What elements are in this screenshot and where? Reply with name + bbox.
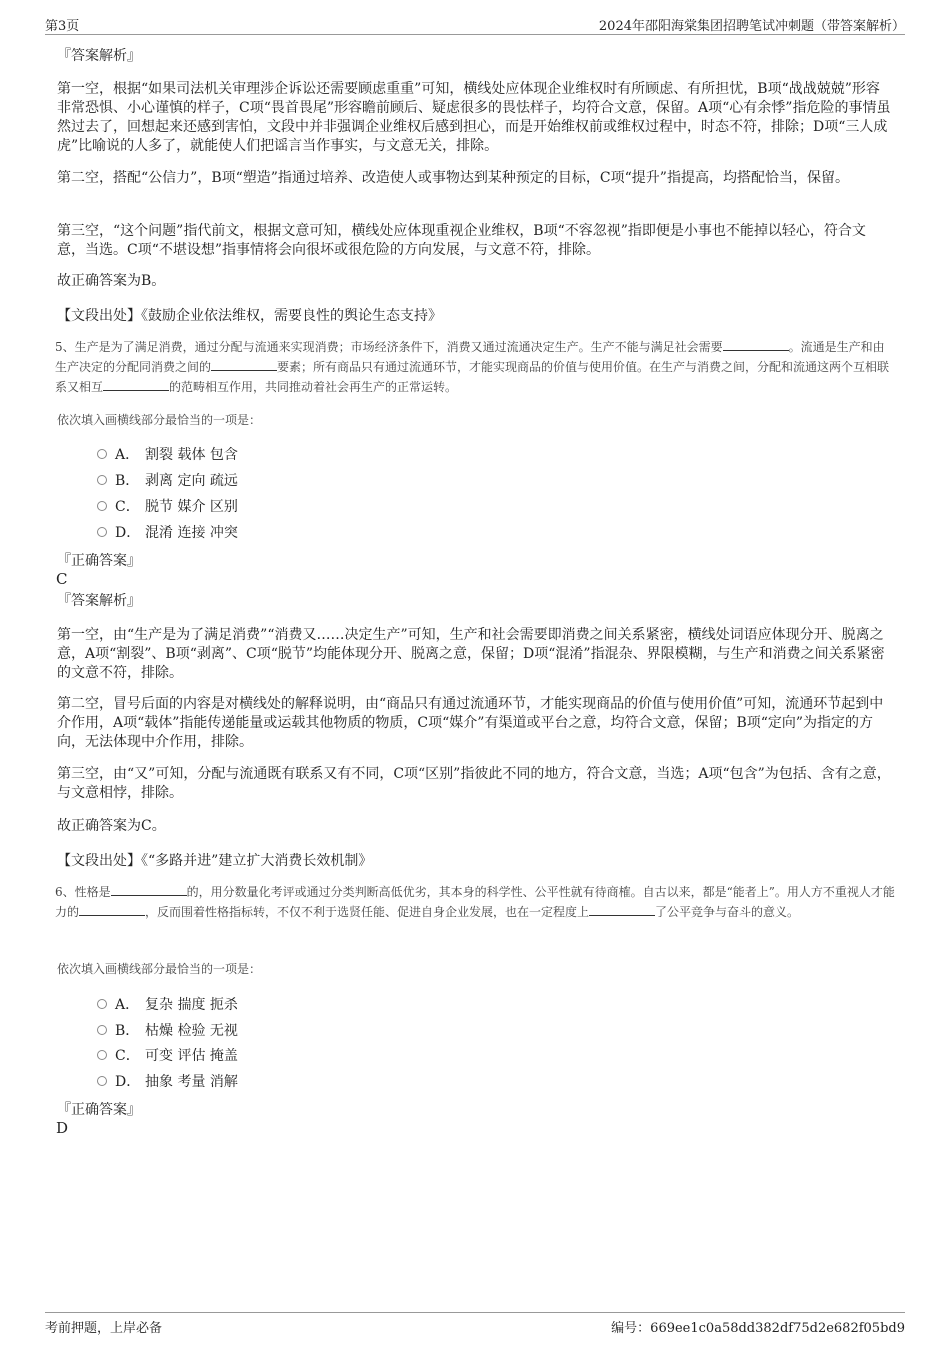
option-letter: C． <box>115 1048 140 1064</box>
q6-stem-part: ，反而围着性格指标转，不仅不利于选贤任能、促进自身企业发展，也在一定程度上 <box>145 905 590 919</box>
option-text: 复杂 揣度 扼杀 <box>145 997 238 1013</box>
document-id: 编号：669ee1c0a58dd382df75d2e682f05bd9 <box>611 1321 905 1336</box>
q5-option-c[interactable] <box>97 497 238 517</box>
q6-answer: D <box>56 1119 69 1137</box>
q5-analysis-p3: 第三空，由“又”可知，分配与流通既有联系又有不同，C项“区别”指彼此不同的地方，符合文意，当选；A项“包含”为包括、含有之意，与文意相悖，排除。 <box>57 766 891 801</box>
q4-analysis-p1: 第一空，根据“如果司法机关审理涉企诉讼还需要顾虑重重”可知，横线处应体现企业维权时有所顾虑、有所担忧，B项“战战兢兢”形容非常恐惧、小心谨慎的样子，C项“畏首畏尾”形容瞻前顾后、疑虑很多的畏怯样子，均符合文意，保留。A项“心有余悸”指危险的事情虽然过去了，回想起来还感到害怕，文段中并非强调企业维权后感到担心，而是开始维权前或维权过程中，时态不符，排除；D项“三人成虎”比喻说的人多了，就能使人们把谣言当作事实，与文意无关，排除。 <box>57 81 891 154</box>
q6-blank-1 <box>111 883 187 896</box>
q6-blank-2 <box>79 903 145 916</box>
q5-blank-3 <box>103 378 169 391</box>
q6-stem <box>55 882 895 922</box>
q5-option-a[interactable] <box>97 445 238 465</box>
footer-slogan: 考前押题，上岸必备 <box>45 1321 163 1336</box>
radio-icon[interactable] <box>97 1076 107 1086</box>
q5-answer: C <box>56 570 68 588</box>
q4-analysis-tag: 『答案解析』 <box>57 48 141 64</box>
option-text: 抽象 考量 消解 <box>145 1074 238 1090</box>
q4-conclusion: 故正确答案为B。 <box>57 273 166 289</box>
page-footer <box>45 1312 905 1336</box>
option-letter: B． <box>115 1023 140 1039</box>
radio-icon[interactable] <box>97 1025 107 1035</box>
radio-icon[interactable] <box>97 501 107 511</box>
radio-icon[interactable] <box>97 527 107 537</box>
radio-icon[interactable] <box>97 999 107 1009</box>
option-letter: C． <box>115 499 140 515</box>
q5-answer-tag: 『正确答案』 <box>57 553 141 569</box>
radio-icon[interactable] <box>97 449 107 459</box>
option-letter: D． <box>115 1074 141 1090</box>
option-letter: A． <box>115 997 140 1013</box>
q5-option-b[interactable] <box>97 471 238 491</box>
q6-stem-part: 的，用分数量化考评或通过分类判断高低优劣，其本身的科学性、公平性就有待商榷。自古以来，都是“能者上”。用人方不重视人才能力的 <box>55 885 895 919</box>
option-letter: D． <box>115 525 141 541</box>
option-text: 混淆 连接 冲突 <box>145 525 238 541</box>
option-letter: A． <box>115 447 140 463</box>
q4-analysis-p2: 第二空，搭配“公信力”，B项“塑造”指通过培养、改造使人或事物达到某种预定的目标，C项“提升”指提高，均搭配恰当，保留。 <box>57 170 849 186</box>
option-text: 脱节 媒介 区别 <box>145 499 238 515</box>
q6-option-b[interactable] <box>97 1021 238 1041</box>
q5-analysis-tag: 『答案解析』 <box>57 593 141 609</box>
q6-blank-3 <box>589 903 655 916</box>
page-number: 第3页 <box>45 19 80 34</box>
q5-blank-2 <box>211 358 277 371</box>
q5-stem <box>55 337 895 397</box>
q5-source: 【文段出处】《“多路并进”建立扩大消费长效机制》 <box>57 853 373 869</box>
radio-icon[interactable] <box>97 475 107 485</box>
document-title: 2024年邵阳海棠集团招聘笔试冲刺题（带答案解析） <box>598 19 905 34</box>
q6-answer-tag: 『正确答案』 <box>57 1102 141 1118</box>
q5-blank-1 <box>723 338 789 351</box>
q5-stem-part: 要素；所有商品只有通过流通环节，才能实现商品的价值与使用价值。在生产与消费之间，分配和流通这两个互相联系又相互 <box>55 360 890 394</box>
q5-instruction: 依次填入画横线部分最恰当的一项是： <box>57 413 262 427</box>
q5-stem-part: 。流通是生产和由生产决定的分配同消费之间的 <box>55 340 885 374</box>
q5-stem-part: 5、生产是为了满足消费，通过分配与流通来实现消费；市场经济条件下，消费又通过流通决定生产。生产不能与满足社会需要 <box>55 340 723 354</box>
q5-option-d[interactable] <box>97 523 238 543</box>
q4-analysis-p3: 第三空，“这个问题”指代前文，根据文意可知，横线处应体现重视企业维权，B项“不容忽视”指即便是小事也不能掉以轻心，符合文意，当选。C项“不堪设想”指事情将会向很坏或很危险的方向发展，与文意不符，排除。 <box>57 223 866 258</box>
option-text: 枯燥 检验 无视 <box>145 1023 238 1039</box>
radio-icon[interactable] <box>97 1050 107 1060</box>
q6-stem-part: 6、性格是 <box>55 885 111 899</box>
q5-analysis-p1: 第一空，由“生产是为了满足消费”“消费又……决定生产”可知，生产和社会需要即消费之间关系紧密，横线处词语应体现分开、脱离之意，A项“割裂”、B项“剥离”、C项“脱节”均能体现分开、脱离之意，保留；D项“混淆”指混杂、界限模糊，与生产和消费之间关系紧密的文意不符，排除。 <box>57 627 885 681</box>
page-header <box>45 13 905 35</box>
q6-instruction: 依次填入画横线部分最恰当的一项是： <box>57 962 262 976</box>
q6-option-c[interactable] <box>97 1046 238 1066</box>
option-text: 割裂 载体 包含 <box>145 447 238 463</box>
option-text: 可变 评估 掩盖 <box>145 1048 238 1064</box>
q5-stem-part: 的范畴相互作用，共同推动着社会再生产的正常运转。 <box>169 380 458 394</box>
q5-analysis-p2: 第二空，冒号后面的内容是对横线处的解释说明，由“商品只有通过流通环节，才能实现商品的价值与使用价值”可知，流通环节起到中介作用，A项“载体”指能传递能量或运载其他物质的物质，C项“媒介”有渠道或平台之意，均符合文意，保留；B项“定向”为指定的方向，无法体现中介作用，排除。 <box>57 696 884 750</box>
option-letter: B． <box>115 473 140 489</box>
q6-option-d[interactable] <box>97 1072 238 1092</box>
q5-conclusion: 故正确答案为C。 <box>57 818 166 834</box>
option-text: 剥离 定向 疏远 <box>145 473 238 489</box>
q6-stem-part: 了公平竞争与奋斗的意义。 <box>655 905 800 919</box>
q4-source: 【文段出处】《鼓励企业依法维权，需要良性的舆论生态支持》 <box>57 308 442 324</box>
q6-option-a[interactable] <box>97 995 238 1015</box>
